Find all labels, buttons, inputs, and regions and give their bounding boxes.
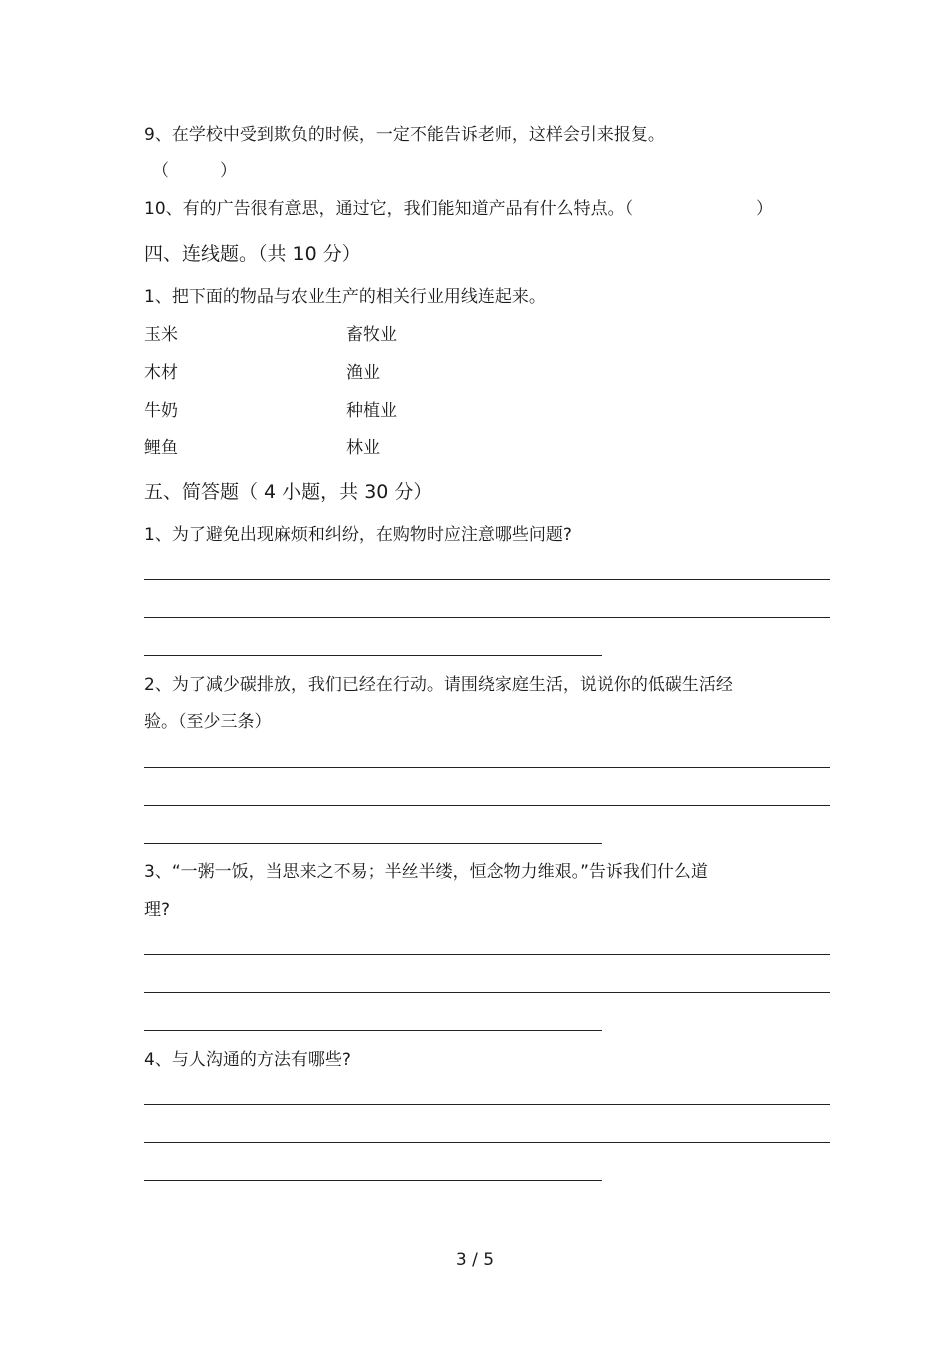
section-5-question-3-line-1: 3、“一粥一饭，当思来之不易；半丝半缕，恒念物力维艰。”告诉我们什么道 xyxy=(144,862,708,882)
match-left-item: 鲤鱼 xyxy=(144,438,178,458)
question-9-text: 9、在学校中受到欺负的时候，一定不能告诉老师，这样会引来报复。 xyxy=(144,125,665,145)
match-left-item: 牛奶 xyxy=(144,401,178,421)
answer-line[interactable] xyxy=(144,655,602,656)
section-5-question-3-line-2: 理? xyxy=(144,900,171,920)
match-right-item: 种植业 xyxy=(346,401,397,421)
answer-line[interactable] xyxy=(144,1104,830,1105)
section-5-heading: 五、简答题（ 4 小题，共 30 分） xyxy=(144,481,433,503)
section-5-question-2-line-1: 2、为了减少碳排放，我们已经在行动。请围绕家庭生活，说说你的低碳生活经 xyxy=(144,675,733,695)
answer-line[interactable] xyxy=(144,992,830,993)
section-5-question-1: 1、为了避免出现麻烦和纠纷，在购物时应注意哪些问题? xyxy=(144,525,572,545)
section-4-heading: 四、连线题。（共 10 分） xyxy=(144,243,361,265)
answer-line[interactable] xyxy=(144,1030,602,1031)
answer-line[interactable] xyxy=(144,767,830,768)
section-5-question-2-line-2: 验。（至少三条） xyxy=(144,712,272,732)
question-10-paren-close: ） xyxy=(756,199,773,219)
answer-line[interactable] xyxy=(144,805,830,806)
answer-line[interactable] xyxy=(144,579,830,580)
page-number: 3 / 5 xyxy=(455,1250,495,1270)
section-5-question-4: 4、与人沟通的方法有哪些? xyxy=(144,1050,351,1070)
match-right-item: 畜牧业 xyxy=(346,325,397,345)
section-4-question-1: 1、把下面的物品与农业生产的相关行业用线连起来。 xyxy=(144,287,546,307)
answer-line[interactable] xyxy=(144,843,602,844)
question-10-text: 10、有的广告很有意思，通过它，我们能知道产品有什么特点。（ xyxy=(144,199,634,219)
question-9-paren-close: ） xyxy=(220,161,237,181)
match-right-item: 渔业 xyxy=(346,363,380,383)
answer-line[interactable] xyxy=(144,1180,602,1181)
match-right-item: 林业 xyxy=(346,438,380,458)
answer-line[interactable] xyxy=(144,617,830,618)
match-left-item: 玉米 xyxy=(144,325,178,345)
question-9-paren-open: （ xyxy=(152,161,169,181)
answer-line[interactable] xyxy=(144,954,830,955)
answer-line[interactable] xyxy=(144,1142,830,1143)
match-left-item: 木材 xyxy=(144,363,178,383)
